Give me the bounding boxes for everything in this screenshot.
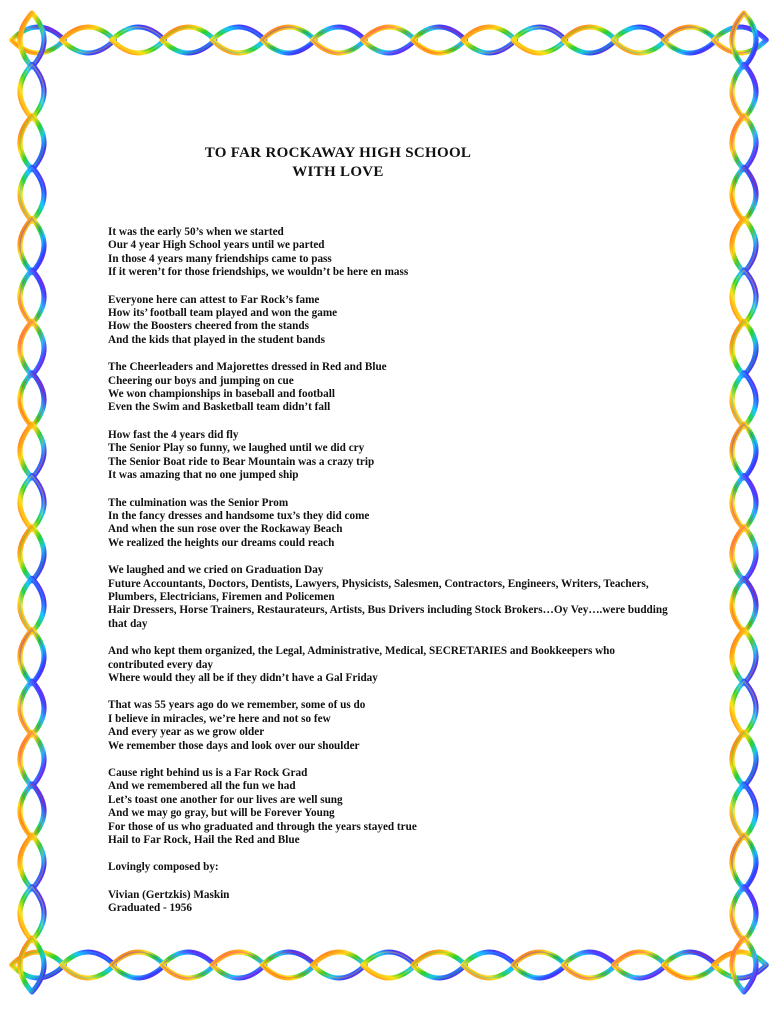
poem-line: Cause right behind us is a Far Rock Grad — [108, 767, 308, 779]
stanza-4 — [108, 429, 668, 483]
border-link — [732, 270, 756, 324]
border-link — [664, 952, 717, 978]
poem-line: In those 4 years many friendships came to pass — [108, 252, 332, 265]
border-link — [732, 887, 756, 941]
poem-line: Our 4 year High School years until we parted — [108, 239, 325, 252]
poem-line: The Senior Play so funny, we laughed until we did cry — [108, 442, 365, 455]
border-link — [732, 13, 756, 67]
border-link — [732, 784, 756, 838]
border-link — [732, 527, 756, 581]
poem-line: We realized the heights our dreams could reach — [108, 536, 335, 549]
title-line-1: TO FAR ROCKAWAY HIGH SCHOOL — [204, 145, 472, 161]
border-link — [20, 630, 44, 684]
author-name: Vivian (Gertzkis) Maskin — [108, 888, 230, 901]
border-link — [732, 476, 756, 530]
stanza-5 — [108, 497, 668, 551]
border-link — [162, 952, 215, 978]
border-link — [20, 373, 44, 427]
border-link — [20, 527, 44, 581]
border-link — [463, 27, 516, 53]
poem-line: Cheering our boys and jumping on cue — [108, 374, 294, 387]
border-link — [262, 27, 315, 53]
border-link — [664, 27, 717, 53]
border-link — [20, 784, 44, 838]
poem-line: We remember those days and look over our shoulder — [108, 739, 360, 752]
border-link — [563, 952, 616, 978]
stanza-3 — [108, 361, 668, 415]
poem-content — [108, 144, 668, 930]
border-link — [20, 681, 44, 735]
border-link — [613, 27, 666, 53]
border-link — [513, 27, 566, 53]
border-link — [732, 167, 756, 221]
border-link — [313, 27, 366, 53]
border-link — [732, 681, 756, 735]
poem-line: How the Boosters cheered from the stands — [108, 320, 309, 333]
poem-line: Even the Swim and Basketball team didn’t fall — [108, 401, 331, 414]
border-link — [20, 424, 44, 478]
border-link — [313, 952, 366, 978]
border-link — [262, 952, 315, 978]
border-link — [732, 578, 756, 632]
border-link — [463, 952, 516, 978]
poem-line: We laughed and we cried on Graduation Day — [108, 564, 324, 577]
poem-line: The culmination was the Senior Prom — [108, 496, 289, 509]
poem-line: It was the early 50’s when we started — [108, 226, 284, 238]
poem-body — [108, 226, 668, 916]
border-link — [162, 27, 215, 53]
poem-line: How fast the 4 years did fly — [108, 428, 239, 441]
border-link — [20, 321, 44, 375]
closing-line: Lovingly composed by: — [108, 861, 219, 874]
poem-line: Future Accountants, Doctors, Dentists, Lawyers, Physicists, Salesmen, Contractors, Engineers, Writers, Teachers, Plumbers, Electricians, Firemen and Policemen — [108, 577, 649, 603]
poem-line: And who kept them organized, the Legal, Administrative, Medical, SECRETARIES and Bookkeepers who contributed every day — [108, 645, 615, 671]
border-link — [732, 835, 756, 889]
stanza-6 — [108, 564, 668, 631]
border-link — [20, 476, 44, 530]
border-link — [20, 835, 44, 889]
poem-line: Where would they all be if they didn’t have a Gal Friday — [108, 671, 378, 684]
border-link — [732, 321, 756, 375]
border-link — [20, 219, 44, 273]
poem-line: Hair Dressers, Horse Trainers, Restaurateurs, Artists, Bus Drivers including Stock Brokers…Oy Vey….were budding that day — [108, 604, 668, 630]
stanza-7 — [108, 645, 668, 685]
border-link — [62, 952, 115, 978]
border-link — [732, 116, 756, 170]
poem-line: If it weren’t for those friendships, we wouldn’t be here en mass — [108, 266, 409, 279]
poem-title — [58, 144, 618, 182]
poem-line: Hail to Far Rock, Hail the Red and Blue — [108, 834, 300, 847]
poem-line: In the fancy dresses and handsome tux’s they did come — [108, 509, 370, 522]
poem-line: That was 55 years ago do we remember, some of us do — [108, 699, 366, 712]
border-link — [413, 27, 466, 53]
border-link — [732, 64, 756, 118]
border-link — [112, 27, 165, 53]
poem-line: And we may go gray, but will be Forever Young — [108, 807, 335, 820]
closing — [108, 861, 668, 874]
border-link — [413, 952, 466, 978]
border-link — [20, 270, 44, 324]
border-link — [62, 27, 115, 53]
border-link — [363, 27, 416, 53]
poem-line: It was amazing that no one jumped ship — [108, 469, 299, 482]
border-link — [20, 887, 44, 941]
poem-line: And we remembered all the fun we had — [108, 780, 296, 793]
border-link — [112, 952, 165, 978]
stanza-8 — [108, 699, 668, 753]
border-link — [20, 64, 44, 118]
poem-line: How its’ football team played and won the game — [108, 307, 338, 320]
border-link — [513, 952, 566, 978]
border-link — [363, 952, 416, 978]
stanza-9 — [108, 767, 668, 847]
signature — [108, 889, 668, 916]
border-link — [563, 27, 616, 53]
poem-line: I believe in miracles, we’re here and not so few — [108, 712, 331, 725]
title-line-2: WITH LOVE — [292, 164, 384, 180]
poem-line: We won championships in baseball and football — [108, 388, 335, 401]
poem-line: For those of us who graduated and through the years stayed true — [108, 820, 417, 833]
border-link — [20, 116, 44, 170]
stanza-1 — [108, 226, 668, 280]
border-link — [20, 167, 44, 221]
border-link — [20, 732, 44, 786]
poem-line: Everyone here can attest to Far Rock’s fame — [108, 293, 320, 306]
border-link — [732, 938, 756, 992]
border-link — [732, 630, 756, 684]
poem-line: The Cheerleaders and Majorettes dressed in Red and Blue — [108, 361, 387, 374]
border-link — [20, 13, 44, 67]
poem-line: The Senior Boat ride to Bear Mountain was a crazy trip — [108, 455, 375, 468]
poem-line: Let’s toast one another for our lives are well sung — [108, 793, 343, 806]
border-link — [212, 952, 265, 978]
border-link — [20, 938, 44, 992]
border-link — [732, 219, 756, 273]
graduation-year: Graduated - 1956 — [108, 902, 192, 915]
border-link — [732, 373, 756, 427]
poem-line: And every year as we grow older — [108, 726, 265, 739]
border-link — [732, 732, 756, 786]
border-link — [20, 578, 44, 632]
border-link — [613, 952, 666, 978]
stanza-2 — [108, 294, 668, 348]
border-link — [732, 424, 756, 478]
poem-line: And the kids that played in the student bands — [108, 333, 325, 346]
border-link — [212, 27, 265, 53]
poem-line: And when the sun rose over the Rockaway Beach — [108, 523, 343, 536]
